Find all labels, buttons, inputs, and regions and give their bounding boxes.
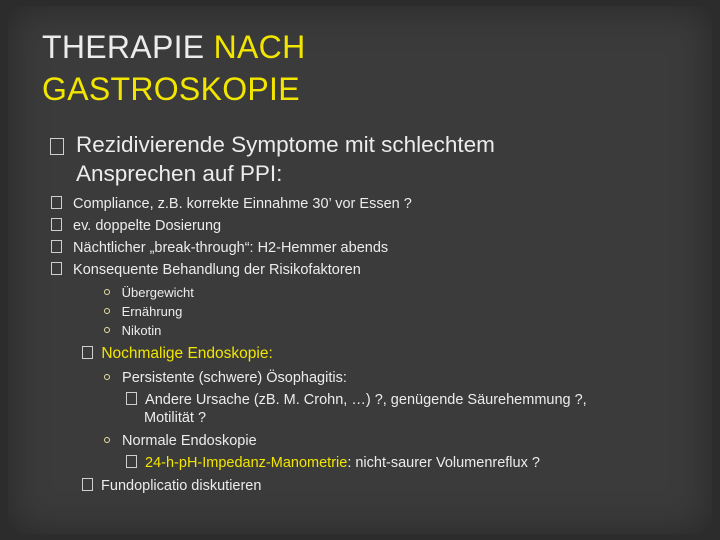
list-item-text: Persistente (schwere) Ösophagitis: xyxy=(122,370,347,386)
square-bullet-icon xyxy=(51,262,62,275)
endoscopy-heading xyxy=(82,345,273,363)
list-item xyxy=(51,218,221,234)
list-item xyxy=(126,455,540,471)
square-bullet-icon xyxy=(82,346,93,359)
square-bullet-icon xyxy=(51,240,62,253)
circle-bullet-icon xyxy=(104,437,110,443)
circle-bullet-icon xyxy=(104,289,110,295)
list-item-text: Compliance, z.B. korrekte Einnahme 30’ vor Essen ? xyxy=(73,196,412,212)
square-bullet-icon xyxy=(126,455,137,468)
endoscopy-heading-text: Nochmalige Endoskopie: xyxy=(101,345,273,362)
square-bullet-icon xyxy=(51,196,62,209)
list-item-text: Nächtlicher „break-through“: H2-Hemmer abends xyxy=(73,240,389,256)
title-part2: NACH xyxy=(213,29,306,65)
square-bullet-icon xyxy=(51,218,62,231)
circle-bullet-icon xyxy=(104,327,110,333)
list-item xyxy=(104,370,347,386)
list-item xyxy=(51,262,361,278)
list-item xyxy=(82,478,261,494)
list-item-text: Übergewicht xyxy=(121,285,194,300)
list-item xyxy=(51,196,412,212)
main-point-line1: Rezidivierende Symptome mit schlechtem xyxy=(76,132,495,157)
list-item-text: Konsequente Behandlung der Risikofaktoren xyxy=(73,262,361,278)
list-item-text: Ernährung xyxy=(121,304,183,319)
list-item-text: Motilität ? xyxy=(144,410,207,426)
list-item-text: Normale Endoskopie xyxy=(122,433,257,449)
list-item xyxy=(126,392,587,408)
circle-bullet-icon xyxy=(104,308,110,314)
square-bullet-icon xyxy=(50,138,64,155)
list-item-text: ev. doppelte Dosierung xyxy=(73,218,222,234)
list-item-text: : nicht-saurer Volumenreflux ? xyxy=(347,455,540,471)
list-item xyxy=(104,304,182,319)
list-item xyxy=(51,240,388,256)
title-line2: GASTROSKOPIE xyxy=(42,71,300,107)
highlight-text: 24-h-pH-Impedanz-Manometrie xyxy=(145,455,348,471)
list-item xyxy=(104,323,161,338)
circle-bullet-icon xyxy=(104,374,110,380)
list-item-text: Nikotin xyxy=(121,323,162,338)
title-part1: THERAPIE xyxy=(42,29,214,65)
list-item xyxy=(104,433,257,449)
list-item-continuation xyxy=(144,410,206,426)
main-point-line2: Ansprechen auf PPI: xyxy=(76,161,283,186)
square-bullet-icon xyxy=(82,478,93,491)
list-item xyxy=(104,285,194,300)
list-item-text: Andere Ursache (zB. M. Crohn, …) ?, genügende Säurehemmung ?, xyxy=(145,392,587,408)
square-bullet-icon xyxy=(126,392,137,405)
slide-title xyxy=(42,26,306,110)
list-item-text: Fundoplicatio diskutieren xyxy=(101,478,262,494)
